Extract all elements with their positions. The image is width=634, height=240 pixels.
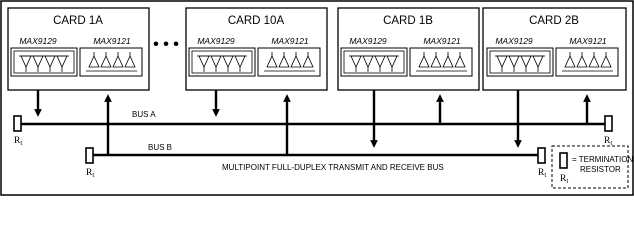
card-1b-receiver-label: MAX9121 (423, 36, 461, 46)
legend-resistor-symbol (560, 153, 567, 168)
bus-b-left-termination-resistor (86, 148, 93, 163)
card-1a (8, 8, 149, 90)
card-2b-title: CARD 2B (529, 15, 579, 27)
card-1b (338, 8, 479, 90)
card-2b-driver-label: MAX9129 (495, 36, 533, 46)
card-1b-receiver-chip (410, 48, 472, 76)
card-2b (483, 8, 626, 90)
card-1a-driver-chip (11, 48, 77, 76)
bus-b-right-rt-label: $R_t$ (538, 168, 547, 179)
card-1a-title: CARD 1A (53, 15, 103, 27)
card-10a-title: CARD 10A (227, 15, 285, 27)
bus-a-right-termination-resistor (605, 116, 612, 131)
card-1a-receiver-label: MAX9121 (93, 36, 131, 46)
card-10a-receiver-chip (258, 48, 320, 76)
more-cards-ellipsis: • • • (153, 36, 179, 53)
card-10a-driver-chip (189, 48, 255, 76)
card-10a-receiver-label: MAX9121 (271, 36, 309, 46)
card-2b-receiver-label: MAX9121 (569, 36, 607, 46)
bus-b-right-termination-resistor (538, 148, 545, 163)
card-2b-driver-chip (487, 48, 553, 76)
bus-a-left-rt-label: $R_t$ (14, 136, 23, 147)
bus-a-left-termination-resistor (14, 116, 21, 131)
legend-rt-label: $R_t$ (560, 174, 569, 185)
card-1b-title: CARD 1B (383, 15, 433, 27)
bus-b-left-rt-label: $R_t$ (86, 168, 95, 179)
bus-a-right-rt-label: $R_t$ (604, 136, 613, 147)
card-1b-driver-label: MAX9129 (349, 36, 387, 46)
card-2b-receiver-chip (556, 48, 618, 76)
card-10a-driver-label: MAX9129 (197, 36, 235, 46)
bus-a-label: BUS A (132, 110, 156, 119)
card-10a (186, 8, 327, 90)
bus-b-label: BUS B (148, 143, 173, 152)
card-1a-receiver-chip (80, 48, 142, 76)
termination-legend (552, 146, 633, 188)
card-1b-driver-chip (341, 48, 407, 76)
diagram-caption: MULTIPOINT FULL-DUPLEX TRANSMIT AND RECEIVE BUS (222, 163, 444, 172)
legend-line-2: RESISTOR (580, 165, 621, 174)
legend-line-1: = TERMINATION (572, 155, 634, 164)
card-1a-driver-label: MAX9129 (19, 36, 57, 46)
